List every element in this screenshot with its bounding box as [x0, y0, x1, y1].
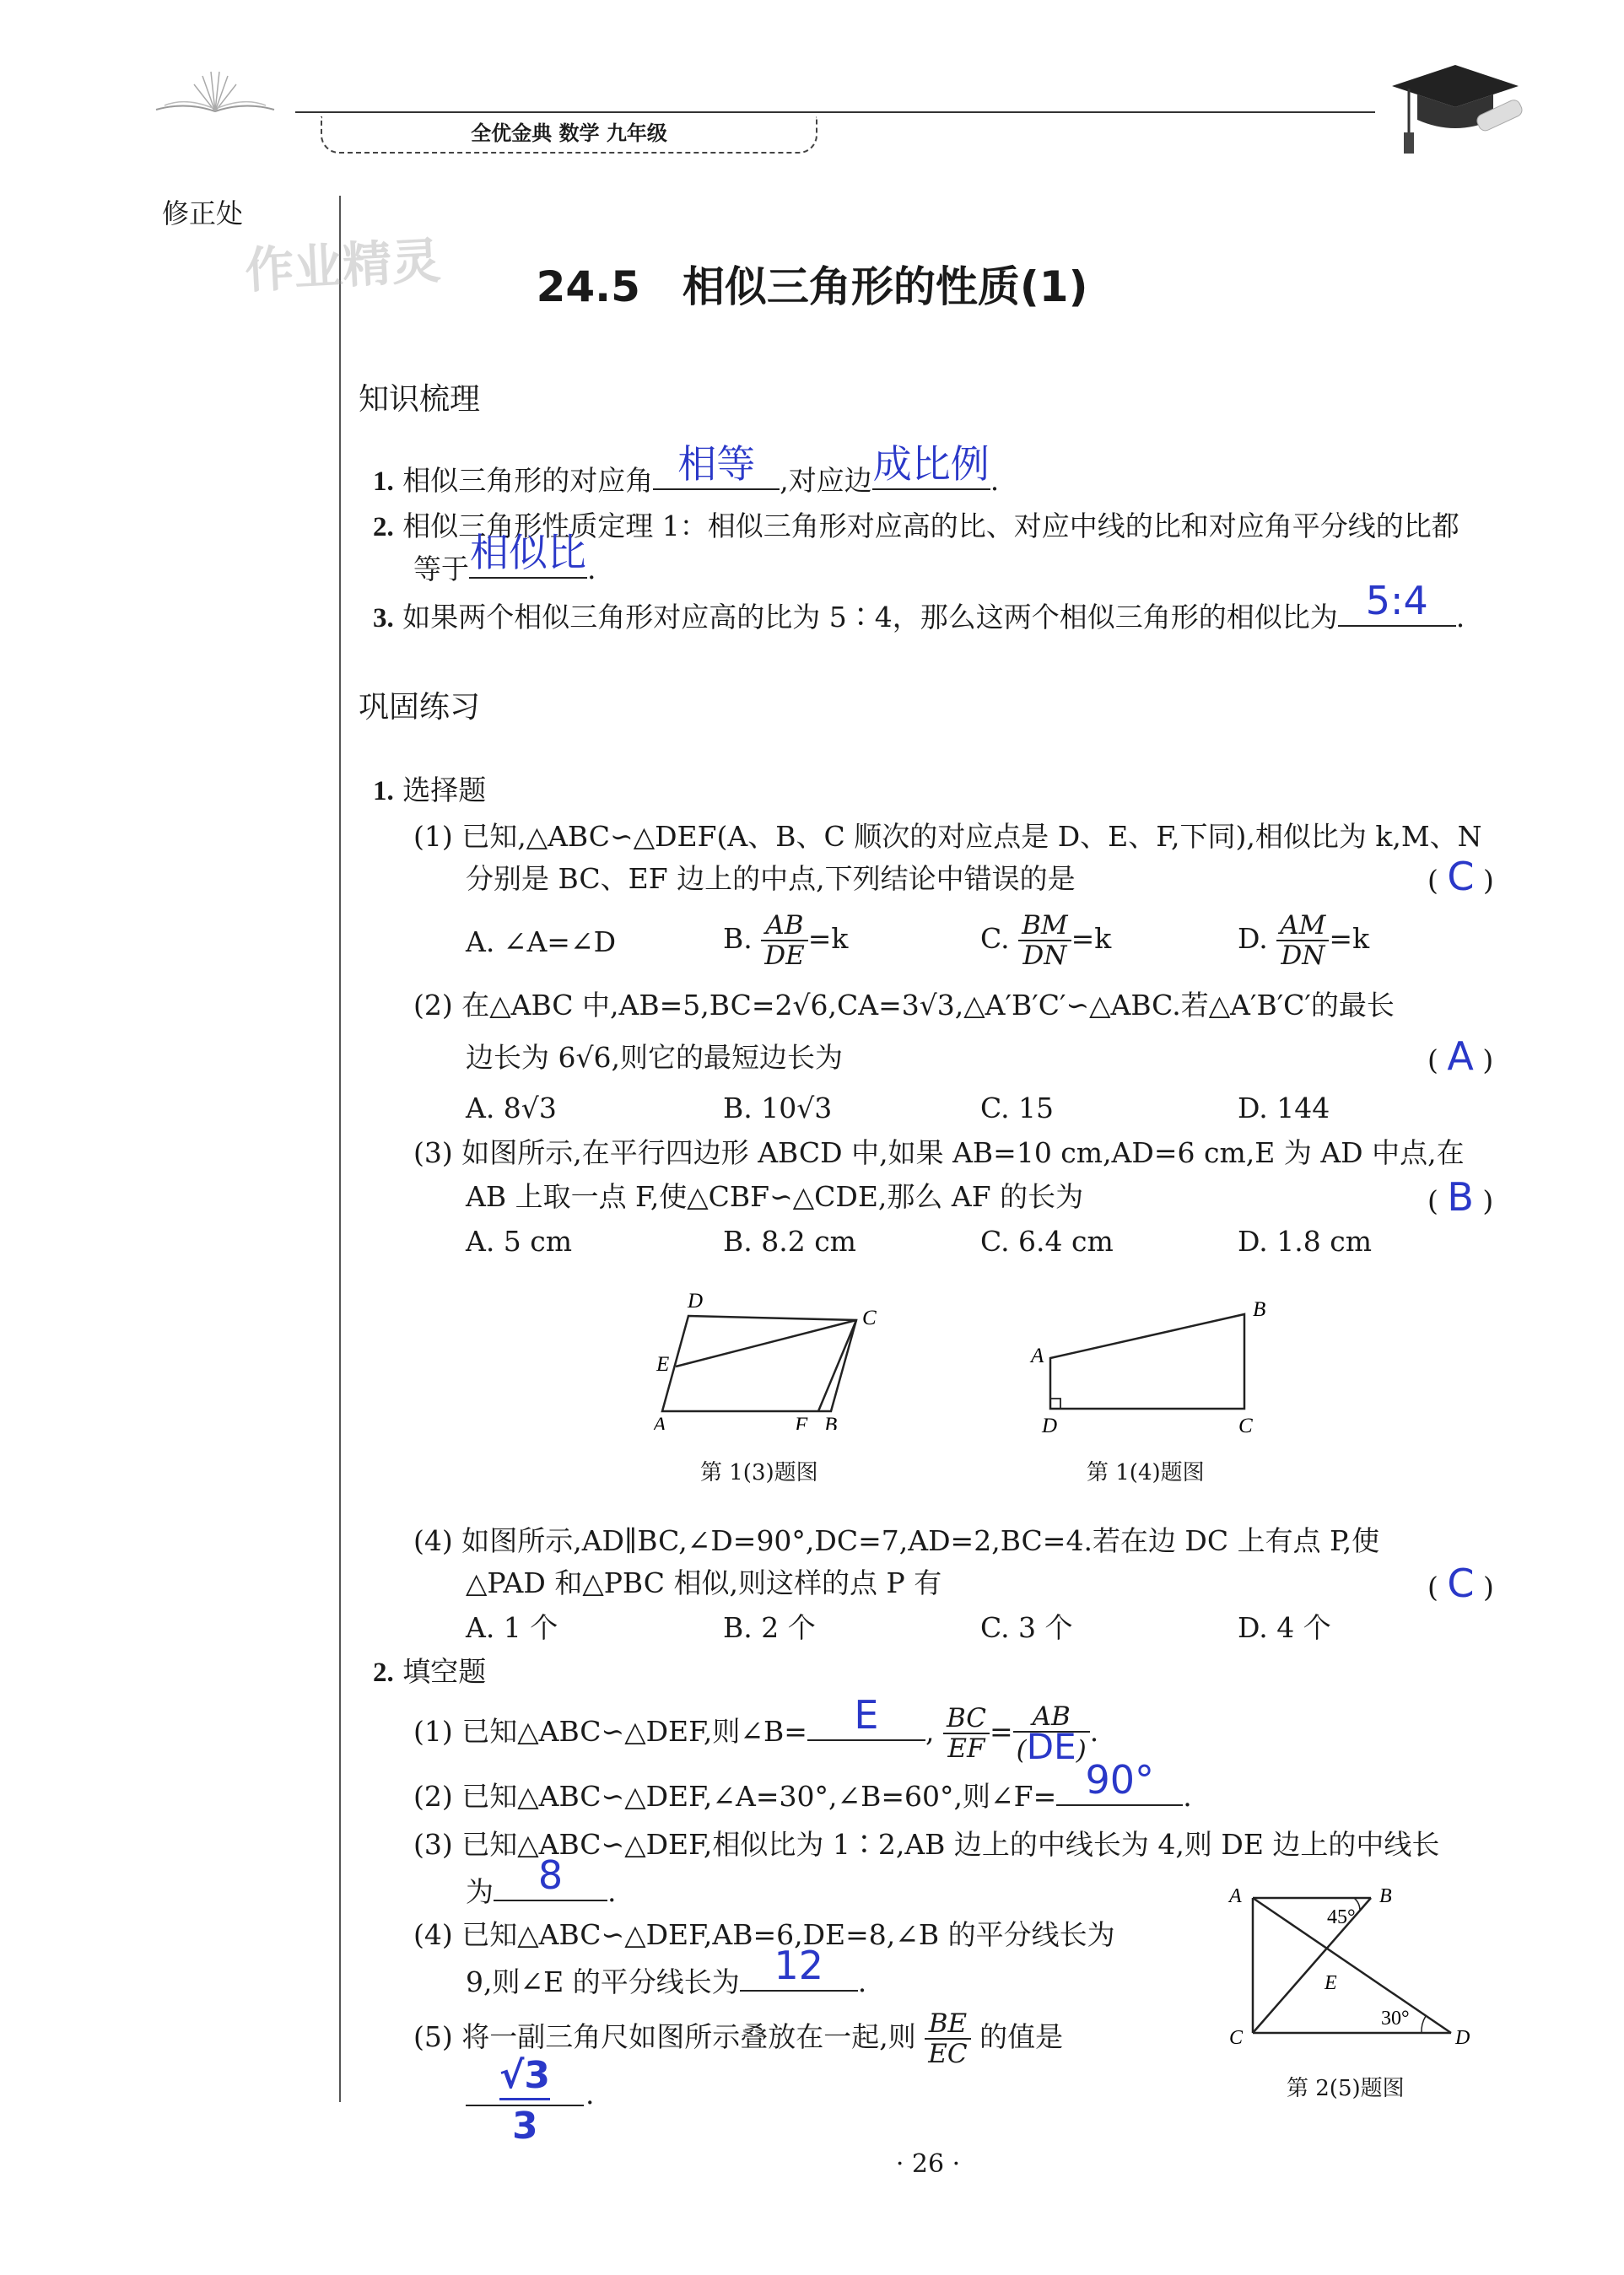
label-a: A [1031, 1345, 1044, 1367]
answer-blank[interactable]: 90° [1056, 1776, 1183, 1806]
handwritten-denominator: 3 [512, 2105, 538, 2148]
handwritten-sqrt3: √3 [499, 2054, 550, 2097]
q2-2: (2) 已知△ABC∽△DEF,∠A=30°,∠B=60°,则∠F= 90° . [413, 1757, 1192, 1813]
label-d: D [688, 1290, 704, 1313]
figure-caption: 第 2(5)题图 [1287, 2076, 1405, 2101]
choice-b[interactable]: B. 8.2 cm [723, 1225, 856, 1258]
angle-45: 45° [1327, 1906, 1356, 1928]
q1-1-line1: (1) 已知,△ABC∽△DEF(A、B、C 顺次的对应点是 D、E、F,下同),相似比为 k,M、N [413, 820, 1482, 853]
header-rule [295, 111, 1375, 113]
q1-1-line2: 分别是 BC、EF 边上的中点,下列结论中错误的是 [466, 862, 1076, 895]
answer-blank[interactable]: 8 [494, 1871, 607, 1901]
q1-4-line1: (4) 如图所示,AD∥BC,∠D=90°,DC=7,AD=2,BC=4.若在边 DC 上有点 P,使 [413, 1524, 1380, 1557]
q2-5-answer[interactable]: √3 3 . [466, 2054, 592, 2147]
q1-1-answer[interactable]: ( C ) [1427, 854, 1494, 899]
choice-a[interactable]: A. ∠A=∠D [466, 925, 617, 958]
q1-1-choices [466, 911, 1512, 978]
fraction-bar [499, 2098, 550, 2100]
q1-title: 1. 选择题 [373, 774, 487, 806]
q2-title: 2. 填空题 [373, 1655, 487, 1688]
choice-d[interactable]: D. 4 个 [1238, 1611, 1331, 1644]
choice-d[interactable]: D. $\frac{AM}{DN}$ =k [1238, 910, 1370, 971]
answer-blank[interactable]: 成比例 [872, 460, 990, 490]
q1-2-answer[interactable]: ( A ) [1427, 1033, 1494, 1079]
q2-5-line1: (5) 将一副三角尺如图所示叠放在一起,则 $\frac{BE}{EC}$ 的值是 [413, 2008, 1064, 2069]
q1-3-line1: (3) 如图所示,在平行四边形 ABCD 中,如果 AB=10 cm,AD=6 cm,E 为 AD 中点,在 [413, 1136, 1465, 1169]
header-ornament-book-icon [152, 67, 278, 118]
figure-caption: 第 1(3)题图 [700, 1460, 818, 1485]
q1-4-answer[interactable]: ( C ) [1427, 1561, 1494, 1606]
answer-blank[interactable]: E [807, 1711, 925, 1741]
figure-1-3 [641, 1286, 911, 1485]
q1-2-line1: (2) 在△ABC 中,AB=5,BC=2√6,CA=3√3,△A′B′C′∽△ABC.若△A′B′C′的最长 [413, 989, 1395, 1022]
page-title: 24.5 相似三角形的性质(1) [536, 262, 1088, 311]
choice-b[interactable]: B. 2 个 [723, 1611, 816, 1644]
answer-blank[interactable]: 12 [740, 1961, 858, 1992]
q2-1: (1) 已知△ABC∽△DEF,则∠B= E , $\frac{BC}{EF}$ = $\frac{AB}{(DE)}$ . [413, 1692, 1099, 1767]
q2-4-line1: (4) 已知△ABC∽△DEF,AB=6,DE=8,∠B 的平分线长为 [413, 1918, 1115, 1951]
answer-blank[interactable]: 相似比 [469, 548, 587, 579]
q2-4-line2: 9,则∠E 的平分线长为 12 . [466, 1943, 867, 1998]
choice-a[interactable]: A. 1 个 [466, 1611, 558, 1644]
label-c: C [1229, 2027, 1244, 2049]
label-a: A [1229, 1885, 1242, 1907]
handwritten-answer[interactable]: DE [1026, 1726, 1076, 1767]
label-d: D [1455, 2027, 1470, 2049]
figure-2-5 [1219, 1877, 1472, 2105]
q1-2-choices [466, 1090, 1512, 1127]
watermark: 作业精灵 [243, 231, 442, 300]
label-a: A [653, 1414, 666, 1430]
q2-3-line1: (3) 已知△ABC∽△DEF,相似比为 1∶2,AB 边上的中线长为 4,则 DE 边上的中线长 [413, 1828, 1440, 1861]
label-c: C [862, 1307, 877, 1329]
q2-3-line2: 为 8 . [466, 1852, 617, 1908]
label-e: E [1325, 1972, 1337, 1994]
header-title-box [321, 116, 817, 154]
label-d: D [1042, 1415, 1058, 1434]
margin-divider [339, 196, 341, 2102]
choice-a[interactable]: A. 5 cm [466, 1225, 573, 1258]
side-note: 修正处 [162, 197, 244, 229]
figure-caption: 第 1(4)题图 [1087, 1460, 1205, 1485]
label-c: C [1238, 1415, 1253, 1434]
figure-1-4 [1021, 1291, 1291, 1485]
q1-3-answer[interactable]: ( B ) [1427, 1174, 1494, 1220]
angle-30: 30° [1381, 2008, 1410, 2030]
choice-b[interactable]: B. 10√3 [723, 1092, 833, 1124]
page-number: · 26 · [895, 2149, 961, 2179]
knowledge-item-2-cont: 等于 相似比 . [413, 530, 596, 585]
label-b: B [1253, 1298, 1266, 1321]
choice-d[interactable]: D. 144 [1238, 1092, 1330, 1124]
book-title: 全优金典 数学 九年级 [471, 121, 667, 145]
section-heading-knowledge: 知识梳理 [359, 382, 481, 417]
label-b: B [824, 1414, 838, 1430]
graduation-cap-icon [1384, 61, 1527, 162]
knowledge-item-2: 2. 相似三角形性质定理 1：相似三角形对应高的比、对应中线的比和对应角平分线的比都 [373, 509, 1459, 542]
answer-blank[interactable]: 相等 [653, 460, 780, 490]
choice-a[interactable]: A. 8√3 [466, 1092, 557, 1124]
q1-4-line2: △PAD 和△PBC 相似,则这样的点 P 有 [466, 1566, 942, 1599]
knowledge-item-1: 1. 相似三角形的对应角 相等 ,对应边 成比例 . [373, 441, 1000, 497]
answer-blank[interactable]: 5:4 [1338, 596, 1456, 627]
choice-c[interactable]: C. $\frac{BM}{DN}$ =k [980, 910, 1112, 971]
choice-d[interactable]: D. 1.8 cm [1238, 1225, 1373, 1258]
q1-2-line2: 边长为 6√6,则它的最短边长为 [466, 1041, 843, 1074]
section-heading-practice: 巩固练习 [359, 690, 481, 725]
label-f: F [795, 1414, 808, 1430]
choice-b[interactable]: B. $\frac{AB}{DE}$ =k [723, 910, 849, 971]
choice-c[interactable]: C. 6.4 cm [980, 1225, 1114, 1258]
q1-3-choices [466, 1223, 1512, 1260]
choice-c[interactable]: C. 3 个 [980, 1611, 1073, 1644]
choice-c[interactable]: C. 15 [980, 1092, 1055, 1124]
label-e: E [656, 1353, 670, 1376]
label-b: B [1379, 1885, 1392, 1907]
q1-3-line2: AB 上取一点 F,使△CBF∽△CDE,那么 AF 的长为 [466, 1180, 1084, 1213]
knowledge-item-3: 3. 如果两个相似三角形对应高的比为 5∶4，那么这两个相似三角形的相似比为 5:4 . [373, 578, 1465, 633]
q1-4-choices [466, 1609, 1512, 1647]
